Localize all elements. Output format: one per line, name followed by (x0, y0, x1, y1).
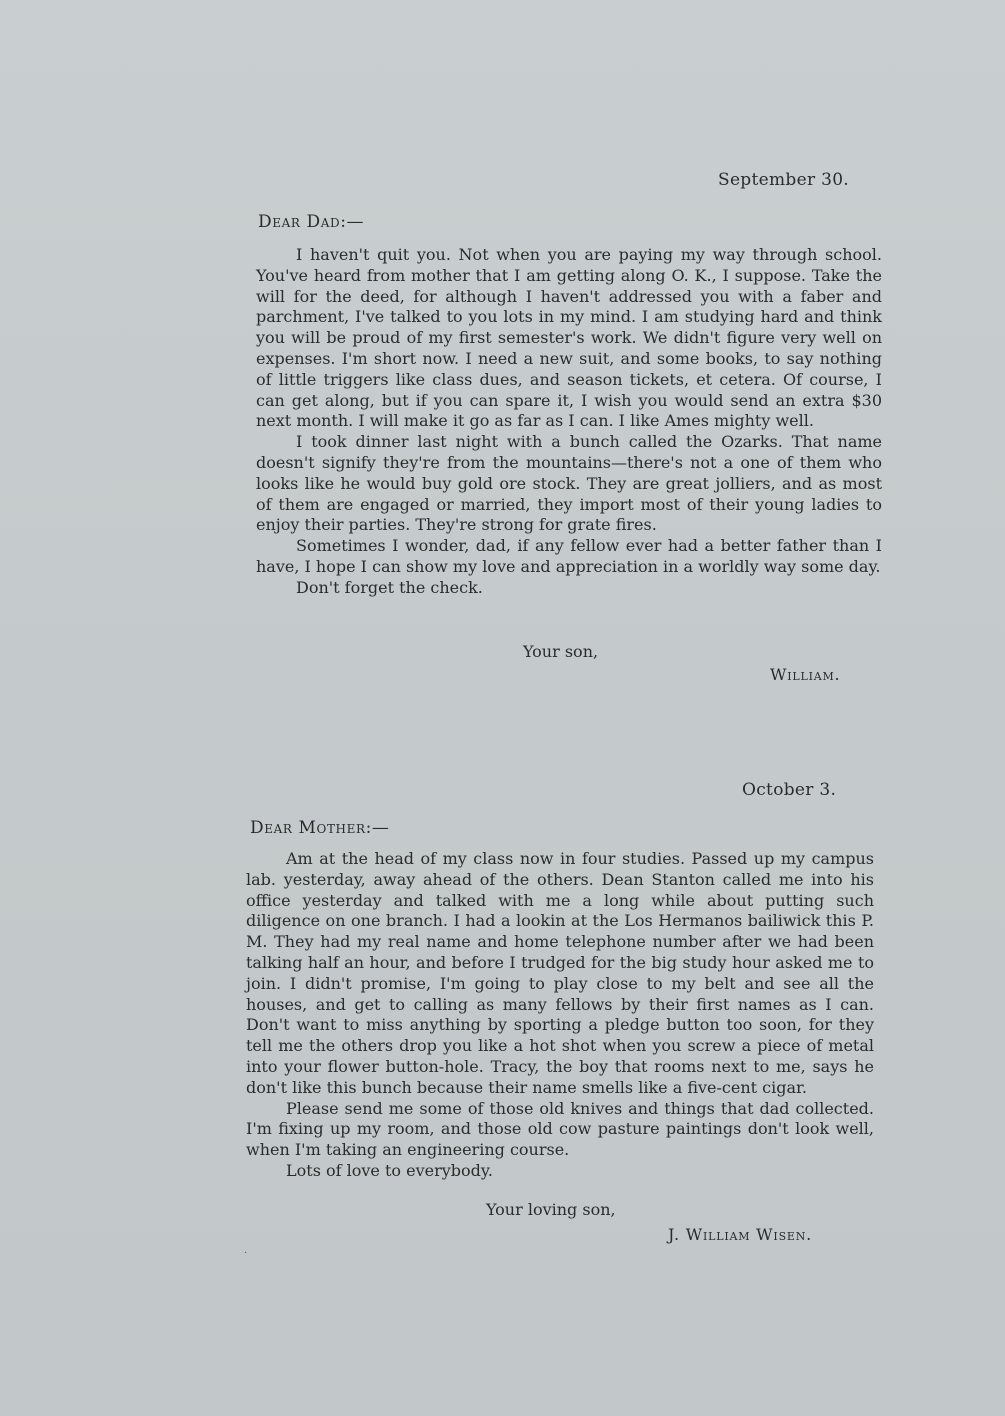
letter2-closing: Your loving son, (486, 1200, 616, 1219)
letter1-date: September 30. (718, 170, 850, 190)
letter1-paragraph: Don't forget the check. (296, 577, 483, 597)
letter2-paragraph: Am at the head of my class now in four studies. Passed up my campus lab. yesterday, away ahead of the others. Dean Stanton called me into his office yesterday and talked with me a long while about putting such diligence on one branch. I had a lookin at the Los Hermanos bailiwick this P. M. They had my real name and home telephone number after we had been talking half an hour, and before I trudged for the big study hour asked me to join. I didn't promise, I'm going to play close to my belt and see all the houses, and get to calling as many fellows by their first names as I can. Don't want to miss anything by sporting a pledge button too soon, for they tell me the others drop you like a hot shot when you screw a piece of metal into your flower button-hole. Tracy, the boy that rooms next to me, says he don't like this bunch because their name smells like a five-cent cigar. (246, 849, 874, 1097)
letter2-paragraph: Lots of love to everybody. (286, 1160, 493, 1180)
letter2-body (246, 849, 874, 1182)
letter1-paragraph: I haven't quit you. Not when you are paying my way through school. You've heard from mother that I am getting along O. K., I suppose. Take the will for the deed, for although I haven't addressed you with a faber and parchment, I've talked to you lots in my mind. I am studying hard and think you will be proud of my first semester's work. We didn't figure very well on expenses. I'm short now. I need a new suit, and some books, to say nothing of little triggers like class dues, and season tickets, et cetera. Of course, I can get along, but if you can spare it, I wish you would send an extra $30 next month. I will make it go as far as I can. I like Ames mighty well. (256, 245, 882, 431)
letter1-paragraph: I took dinner last night with a bunch called the Ozarks. That name doesn't signify they're from the mountains—there's not a one of them who looks like he would buy gold ore stock. They are great jolliers, and as most of them are engaged or married, they import most of their young ladies to enjoy their parties. They're strong for grate fires. (256, 432, 882, 535)
paper-speck: · (244, 1248, 248, 1259)
letter1-body (256, 245, 882, 599)
letter1-closing: Your son, (523, 642, 599, 661)
letter1-signature: William. (770, 665, 841, 684)
letter1-salutation: Dear Dad:— (258, 212, 365, 232)
letter1-paragraph: Sometimes I wonder, dad, if any fellow ever had a better father than I have, I hope I can show my love and appreciation in a worldly way some day. (256, 536, 882, 576)
letter2-date: October 3. (742, 780, 837, 800)
letter2-paragraph: Please send me some of those old knives and things that dad collected. I'm fixing up my room, and those old cow pasture paintings don't look well, when I'm taking an engineering course. (246, 1098, 874, 1160)
letter2-salutation: Dear Mother:— (250, 818, 390, 838)
letter2-signature: J. William Wisen. (668, 1225, 813, 1244)
